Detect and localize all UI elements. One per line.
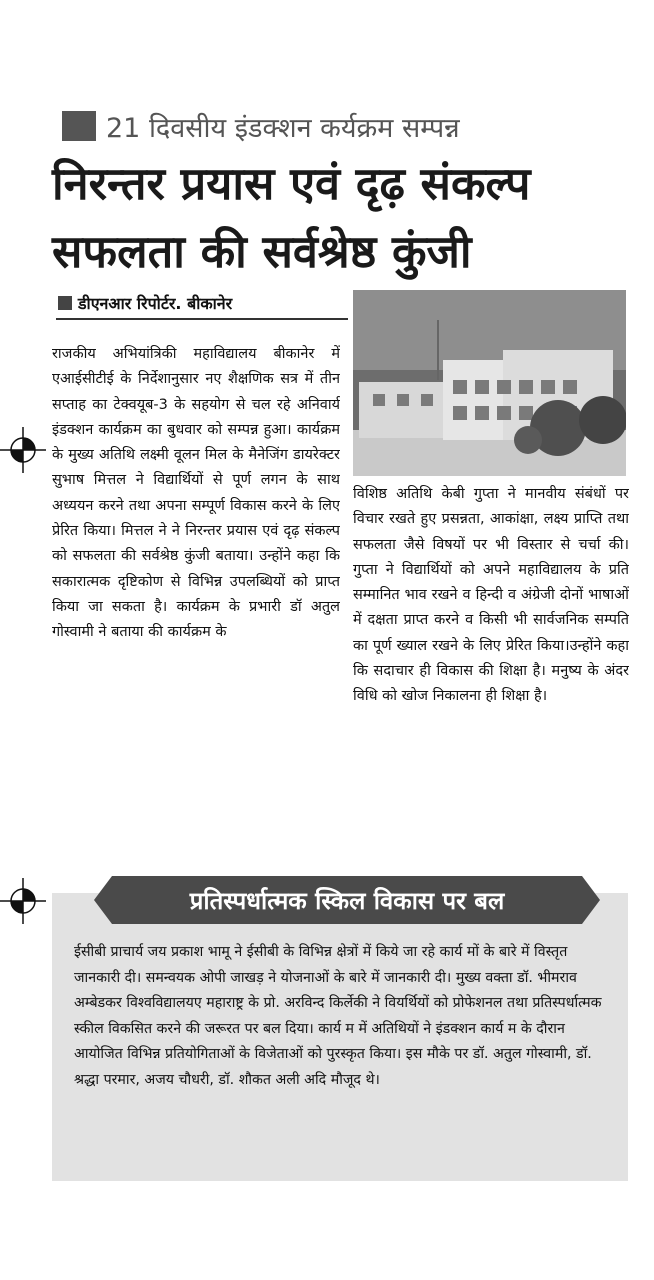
byline-rule [56, 318, 348, 320]
subhead-left-notch [94, 876, 112, 924]
subhead-right-notch [582, 876, 600, 924]
headline-line-1: निरन्तर प्रयास एवं दृढ़ संकल्प [52, 157, 531, 210]
headline-line-2: सफलता की सर्वश्रेष्ठ कुंजी [52, 225, 472, 278]
byline [58, 291, 348, 315]
article-column-right: विशिष्ठ अतिथि केबी गुप्ता ने मानवीय संबंधों पर विचार रखते हुए प्रसन्नता, आकांक्षा, लक्ष्य प्राप्ति तथा सफलता जैसे विषयों पर भी विस्तार से चर्चा की। गुप्ता ने विद्यार्थियों को अपने महाविद्यालय के प्रति सम्मानित भाव रखने व हिन्दी व अंग्रेजी दोनों भाषाओं में दक्षता प्राप्त करने व किसी भी सार्वजनिक सम्पति का पूर्ण ख्याल रखने के लिए प्रेरित किया।उन्होंने कहा कि सदाचार ही विकास की शिक्षा है। मनुष्य के अंदर विधि को खोज निकालना ही शिक्षा है। [353, 486, 629, 705]
registration-mark-icon [0, 878, 46, 924]
article-headline [52, 150, 642, 286]
box-body-text: ईसीबी प्राचार्य जय प्रकाश भामू ने ईसीबी के विभिन्न क्षेत्रों में किये जा रहे कार्य मों के बारे में विस्तृत जानकारी दी। समन्वयक ओपी जाखड़ ने योजनाओं के बारे में जानकारी दी। मुख्य वक्ता डॉ. भीमराव अम्बेडकर विश्वविद्यालयए महाराष्ट्र के प्रो. अरविन्द किर्लेकी ने वियर्थियों को प्रोफेशनल तथा प्रतिस्पर्धात्मक स्कील विकसित करने की जरूरत पर बल दिया। कार्य म में अतिथियों ने इंडक्शन कार्य म के दौरान आयोजित विभिन्न प्रतियोगिताओं के विजेताओं को पुरस्कृत किया। इस मौके पर डॉ. अतुल गोस्वामी, डॉ. श्रद्धा परमार, अजय चौधरी, डॉ. शौकत अली अदि मौजूद थे। [74, 944, 602, 1088]
article-kicker [62, 106, 632, 146]
byline-square-icon [58, 296, 72, 310]
kicker-square-icon [62, 111, 96, 141]
registration-mark-icon [0, 427, 46, 473]
byline-text: डीएनआर रिपोर्टर. बीकानेर [78, 294, 233, 313]
kicker-text: 21 दिवसीय इंडक्शन कर्यक्रम सम्पन्न [106, 112, 460, 144]
article-column-left: राजकीय अभियांत्रिकी महाविद्यालय बीकानेर में एआईसीटीई के निर्देशानुसार नए शैक्षणिक सत्र में तीन सप्ताह का टेक्वयूब-3 के सहयोग से चल रहे अनिवार्य इंडक्शन कार्यक्रम का बुधवार को सम्पन्न हुआ। कार्यक्रम के मुख्य अतिथि लक्ष्मी वूलन मिल के मैनेजिंग डायरेक्टर सुभाष मित्तल ने विद्यार्थियों से पूर्ण लगन के साथ अध्ययन करने तथा अपना सम्पूर्ण विकास करने के लिए प्रेरित किया। मित्तल ने ने निरन्तर प्रयास एवं दृढ़ संकल्प को सफलता की सर्वश्रेष्ठ कुंजी बताया। उन्होंने कहा कि सकारात्मक दृष्टिकोण से विभिन्न उपलब्धियों को प्राप्त किया जा सकता है। कार्यक्रम के प्रभारी डॉ अतुल गोस्वामी ने बताया की कार्यक्रम के [52, 346, 340, 641]
box-subhead [112, 876, 582, 924]
college-building-photo [353, 290, 626, 476]
box-subhead-text: प्रतिस्पर्धात्मक स्किल विकास पर बल [189, 886, 505, 915]
